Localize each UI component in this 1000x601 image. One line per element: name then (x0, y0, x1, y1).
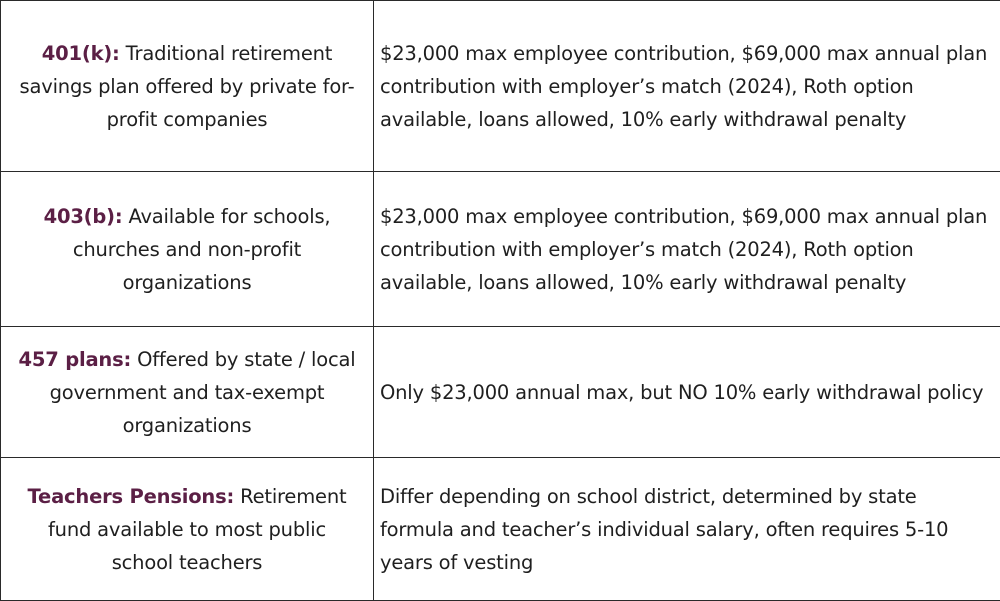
plan-cell (1, 458, 374, 601)
plan-description: Traditional retirement savings plan offered by private for-profit companies (20, 42, 355, 131)
plan-description: Offered by state / local government and tax-exempt organizations (50, 348, 356, 437)
plan-description: Retirement fund available to most public school teachers (48, 485, 346, 574)
plan-name: 401(k): (42, 42, 120, 65)
plan-name: 403(b): (44, 205, 123, 228)
table-row-403b (1, 172, 1000, 327)
plan-details: Only $23,000 annual max, but NO 10% early withdrawal policy (374, 327, 1000, 458)
plan-name: Teachers Pensions: (28, 485, 235, 508)
plan-cell (1, 172, 374, 327)
plan-cell (1, 1, 374, 172)
plan-details: $23,000 max employee contribution, $69,000 max annual plan contribution with employer’s match (2024), Roth option available, loans allowed, 10% early withdrawal penalty (374, 1, 1000, 172)
table-row-457 (1, 327, 1000, 458)
table-row-401k (1, 1, 1000, 172)
plan-description: Available for schools, churches and non-profit organizations (73, 205, 331, 294)
plan-details: Differ depending on school district, determined by state formula and teacher’s individual salary, often requires 5-10 years of vesting (374, 458, 1000, 601)
plan-details: $23,000 max employee contribution, $69,000 max annual plan contribution with employer’s match (2024), Roth option available, loans allowed, 10% early withdrawal penalty (374, 172, 1000, 327)
table-row-teachers-pensions (1, 458, 1000, 601)
plan-cell (1, 327, 374, 458)
plan-name: 457 plans: (19, 348, 132, 371)
